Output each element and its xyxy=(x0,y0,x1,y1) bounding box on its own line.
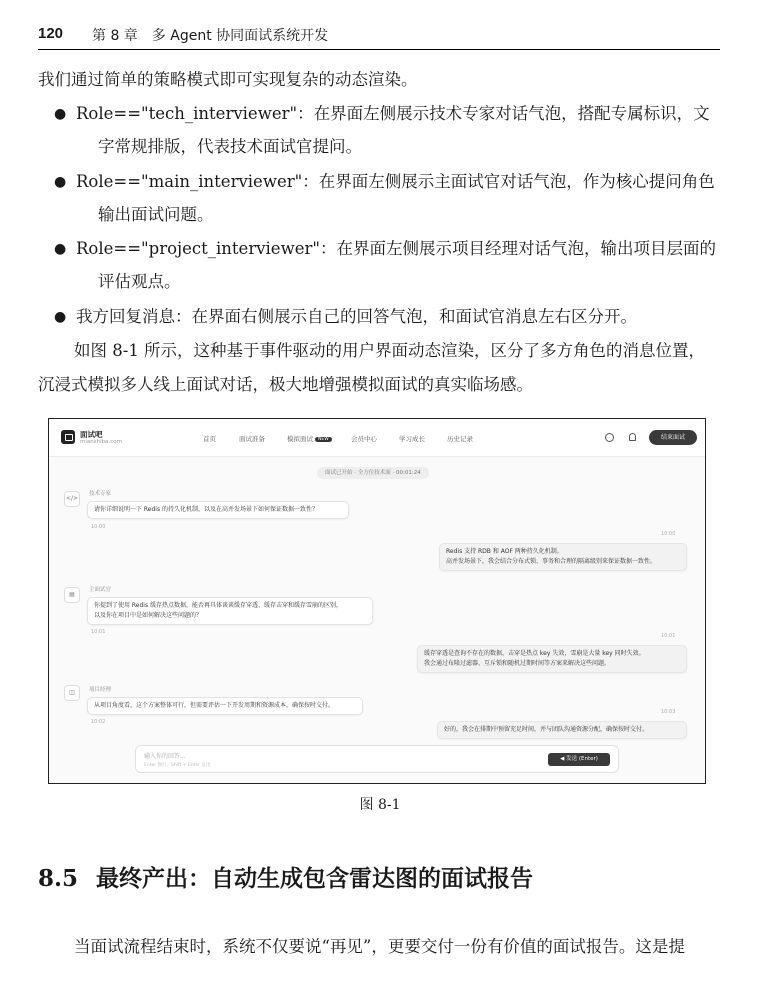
role-label-tech: 技术专家 xyxy=(89,491,112,497)
bullet-item-tech xyxy=(54,102,720,159)
message-text: 请你详细说明一下 Redis 的持久化机制，以及在高并发场景下如何保证数据一致性？ xyxy=(94,506,319,513)
figure-intro-line2: 沉浸式模拟多人线上面试对话，极大地增强模拟面试的真实临场感。 xyxy=(38,375,533,394)
bullet-line: Role=="main_interviewer"：在界面左侧展示主面试官对话气泡，作为核心提问角色 xyxy=(76,172,715,191)
input-hint: Enter 换行，Shift + Enter 发送 xyxy=(144,763,211,768)
main-interviewer-avatar-icon: ▤ xyxy=(64,587,80,603)
message-time: 10:01 xyxy=(91,629,106,635)
app-navbar xyxy=(49,419,705,457)
message-time: 10:00 xyxy=(91,524,106,530)
message-text: 从项目角度看，这个方案整体可行，但需要评估一下开发周期和资源成本，确保按时交付。 xyxy=(94,702,335,709)
section-number: 8.5 xyxy=(38,865,79,892)
bullet-dot: ● xyxy=(54,241,67,257)
answer-input-placeholder: 输入你的回答... xyxy=(144,753,186,760)
bullet-item-project xyxy=(54,237,720,294)
nav-item-prep[interactable]: 面试准备 xyxy=(239,435,265,443)
message-text: Redis 支持 RDB 和 AOF 两种持久化机制。 xyxy=(446,548,563,555)
message-text: 好的，我会在排期中预留充足时间，并与团队沟通资源分配，确保按时交付。 xyxy=(444,726,649,733)
role-label-main: 主面试官 xyxy=(89,587,112,593)
bullet-item-me xyxy=(54,305,720,329)
send-button[interactable]: ◀ 发送 (Enter) xyxy=(548,753,610,766)
new-badge: NEW xyxy=(315,437,332,442)
last-paragraph-line: 当面试流程结束时，系统不仅要说“再见”，更要交付一份有价值的面试报告。这是提 xyxy=(74,937,685,956)
nav-item-home[interactable]: 首页 xyxy=(203,435,216,443)
page-number: 120 xyxy=(38,25,64,42)
end-interview-button[interactable]: 结束面试 xyxy=(649,430,697,445)
nav-item-history[interactable]: 历史记录 xyxy=(447,435,473,443)
message-time: 10:00 xyxy=(661,531,676,537)
message-time: 10:03 xyxy=(661,709,676,715)
page-header xyxy=(38,22,720,50)
bullet-line: 评估观点。 xyxy=(98,272,181,291)
chapter-title: 第 8 章 多 Agent 协同面试系统开发 xyxy=(92,28,329,44)
message-text: 高并发场景下，我会结合分布式锁、事务和合理的隔离级别来保证数据一致性。 xyxy=(446,558,657,565)
app-subtitle: mianshiba.com xyxy=(80,439,122,445)
figure-intro-line1: 如图 8-1 所示，这种基于事件驱动的用户界面动态渲染，区分了多方角色的消息位置， xyxy=(74,341,706,360)
my-message-bubble xyxy=(437,721,687,739)
my-message-bubble xyxy=(417,645,687,673)
message-text: 缓存穿透是查询不存在的数据，击穿是热点 key 失效，雪崩是大量 key 同时失效。 xyxy=(424,650,645,657)
project-message-bubble xyxy=(87,697,363,715)
sun-icon[interactable] xyxy=(605,433,614,442)
tech-expert-avatar-icon: </> xyxy=(64,491,80,507)
app-logo-icon xyxy=(61,430,75,444)
bullet-dot: ● xyxy=(54,174,67,190)
message-text: 我会通过布隆过滤器、互斥锁和随机过期时间等方案来解决这些问题。 xyxy=(424,660,611,667)
bullet-line: Role=="project_interviewer"：在界面左侧展示项目经理对话气泡，输出项目层面的 xyxy=(76,239,716,258)
my-message-bubble xyxy=(439,543,687,571)
nav-item-mock-label: 模拟面试 xyxy=(287,435,313,443)
section-title-text: 最终产出：自动生成包含雷达图的面试报告 xyxy=(96,865,533,892)
message-time: 10:02 xyxy=(91,719,106,725)
bullet-line: 我方回复消息：在界面右侧展示自己的回答气泡，和面试官消息左右区分开。 xyxy=(76,307,637,326)
message-text: 以及你在项目中是如何解决这些问题的？ xyxy=(94,612,203,619)
figure-caption: 图 8-1 xyxy=(359,797,401,813)
intro-text: 我们通过简单的策略模式即可实现复杂的动态渲染。 xyxy=(38,70,418,89)
bullet-line: 字常规排版，代表技术面试官提问。 xyxy=(98,137,362,156)
role-label-project: 项目经理 xyxy=(89,687,112,693)
bell-icon[interactable] xyxy=(629,433,636,441)
main-message-bubble xyxy=(87,597,373,625)
interview-status-pill: 面试已开始 · 全方位技术面 · 00:01:24 xyxy=(317,467,429,479)
nav-item-member[interactable]: 会员中心 xyxy=(351,435,377,443)
app-title: 面试吧 xyxy=(80,430,103,439)
answer-input[interactable] xyxy=(135,745,619,773)
bullet-dot: ● xyxy=(54,106,67,122)
bullet-dot: ● xyxy=(54,309,67,325)
bullet-item-main xyxy=(54,170,720,227)
message-text: 你提到了使用 Redis 缓存热点数据，能否再具体谈谈缓存穿透、缓存击穿和缓存雪崩的区别， xyxy=(94,602,343,609)
nav-item-growth[interactable]: 学习成长 xyxy=(399,435,425,443)
tech-message-bubble xyxy=(87,501,349,519)
nav-item-mock[interactable] xyxy=(287,434,332,443)
section-heading xyxy=(38,860,533,893)
bullet-line: 输出面试问题。 xyxy=(98,205,214,224)
message-time: 10:01 xyxy=(661,633,676,639)
bullet-line: Role=="tech_interviewer"：在界面左侧展示技术专家对话气泡，搭配专属标识，文 xyxy=(76,104,710,123)
figure-screenshot xyxy=(48,418,706,784)
project-manager-avatar-icon: ◫ xyxy=(64,685,80,701)
